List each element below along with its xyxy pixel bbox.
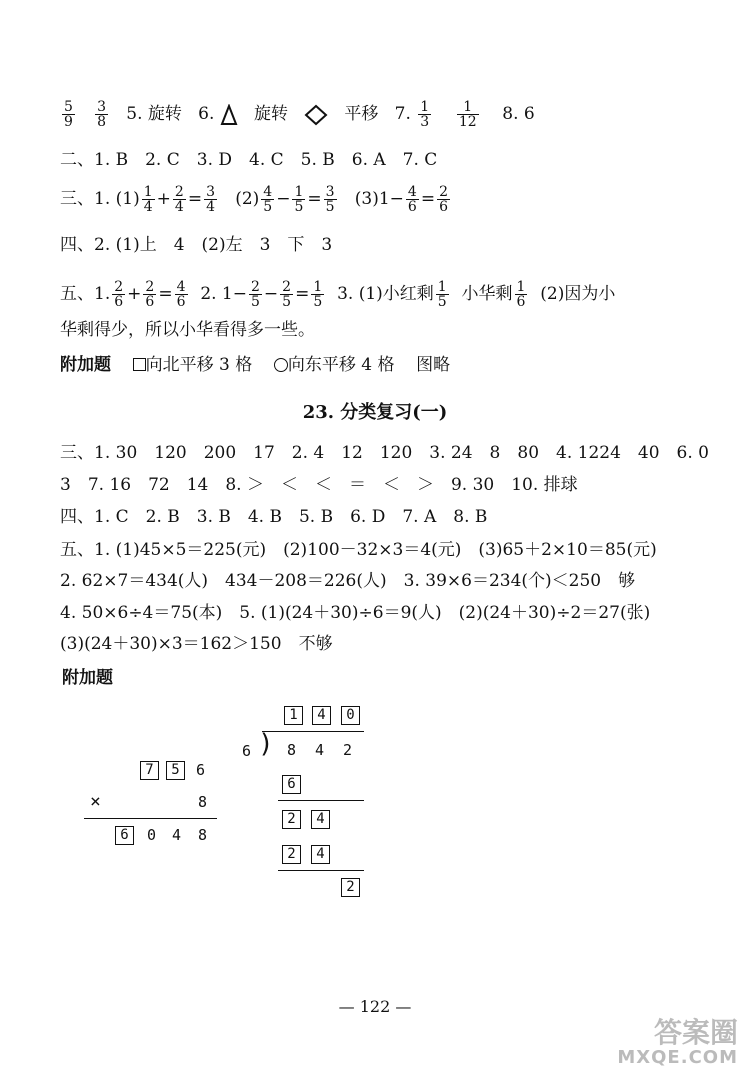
answer-line-s2-4: 五、1. (1)45×5＝225(元) (2)100－32×3＝4(元) (3)65＋2×10＝85(元) <box>60 540 657 560</box>
answer-box: 6 <box>282 775 301 794</box>
fraction: $\frac{1}{3}$ <box>420 99 430 130</box>
fraction: $\frac{1}{4}$ <box>143 184 153 215</box>
fraction: $\frac{3}{4}$ <box>206 184 215 215</box>
answer-box: 1 <box>284 706 303 725</box>
answer-box: 4 <box>312 706 331 725</box>
fraction: $\frac{4}{6}$ <box>176 279 186 310</box>
fraction: $\frac{2}{5}$ <box>251 279 260 310</box>
fraction: $\frac{2}{5}$ <box>282 279 292 310</box>
triangle-icon <box>220 104 238 126</box>
answer-box: 2 <box>282 810 301 829</box>
answer-line-s2-6: 4. 50×6÷4＝75(本) 5. (1)(24＋30)÷6＝9(人) (2)(24＋30)÷2＝27(张) <box>60 603 651 623</box>
answer-line-4: 四、2. (1)上 4 (2)左 3 下 3 <box>60 235 333 255</box>
fraction: $\frac{1}{5}$ <box>313 279 323 310</box>
fraction: $\frac{5}{9}$ <box>64 99 73 130</box>
answer-line-s2-1: 三、1. 30 120 200 17 2. 4 12 120 3. 24 8 80 4. 1224 40 6. 0 <box>60 443 709 463</box>
fraction: $\frac{1}{5}$ <box>294 184 304 215</box>
fraction: $\frac{1}{12}$ <box>458 99 477 130</box>
fraction: $\frac{2}{6}$ <box>145 279 155 310</box>
fraction: $\frac{3}{5}$ <box>325 184 335 215</box>
diamond-icon <box>304 104 328 126</box>
fraction: $\frac{2}{6}$ <box>114 279 124 310</box>
answer-line-2: 二、1. B 2. C 3. D 4. C 5. B 6. A 7. C <box>60 150 438 170</box>
rule-line <box>278 870 364 871</box>
answer-box: 7 <box>140 761 159 780</box>
fraction: $\frac{3}{8}$ <box>97 99 107 130</box>
answer-line-3: 三、1. (1) $\frac{1}{4}$ + $\frac{2}{4}$ = $\frac{3}{4}$ (2) $\frac{4}{5}$ − $\frac{1}{5}$ = $\frac{3}{5}$ (3)1− $\frac{4}{6}$ = $\frac{2}{6}$ <box>60 184 449 215</box>
square-icon <box>133 358 146 371</box>
answer-line-1: $\frac{5}{9}$ $\frac{3}{8}$ 5. 旋转 6. 旋转 平移 7. $\frac{1}{3}$ $\frac{1}{12}$ 8. 6 <box>64 99 535 130</box>
fraction: $\frac{2}{4}$ <box>174 184 184 215</box>
fraction: $\frac{1}{5}$ <box>437 279 447 310</box>
answer-box: 5 <box>166 761 185 780</box>
rule-line <box>278 800 364 801</box>
answer-line-s2-3: 四、1. C 2. B 3. B 4. B 5. B 6. D 7. A 8. B <box>60 507 488 527</box>
extra-label: 附加题 <box>62 668 113 688</box>
section-title: 23. 分类复习(一) <box>302 402 448 423</box>
answer-line-7: 附加题 向北平移 3 格 向东平移 4 格 图略 <box>60 355 451 375</box>
answer-box: 4 <box>311 810 330 829</box>
page-number: — 122 — <box>338 997 412 1016</box>
answer-line-s2-7: (3)(24＋30)×3＝162＞150 不够 <box>60 634 333 654</box>
fraction: $\frac{2}{6}$ <box>439 184 449 215</box>
answer-line-s2-5: 2. 62×7＝434(人) 434－208＝226(人) 3. 39×6＝234(个)＜250 够 <box>60 571 636 591</box>
fraction: $\frac{4}{5}$ <box>263 184 273 215</box>
answer-box: 0 <box>341 706 360 725</box>
answer-box: 4 <box>311 845 330 864</box>
extra-label: 附加题 <box>60 355 111 375</box>
circle-icon <box>274 358 288 372</box>
rule-line <box>84 818 217 819</box>
answer-line-s2-2: 3 7. 16 72 14 8. ＞ ＜ ＜ ＝ ＜ ＞ 9. 30 10. 排球 <box>60 475 578 495</box>
answer-box: 2 <box>282 845 301 864</box>
answer-box: 6 <box>115 826 134 845</box>
division-bar <box>262 731 364 732</box>
answer-line-5: 五、1. $\frac{2}{6}$ + $\frac{2}{6}$ = $\frac{4}{6}$ 2. 1− $\frac{2}{5}$ − $\frac{2}{5}$ = $\frac{1}{5}$ 3. (1)小红剩 $\frac{1}{5}$ 小华剩 $\frac{1}{6}$ (2)因为小 <box>60 279 616 310</box>
answer-box: 2 <box>341 878 360 897</box>
fraction: $\frac{1}{6}$ <box>516 279 526 310</box>
fraction: $\frac{4}{6}$ <box>407 184 417 215</box>
watermark-logo: 答案圈 MXQE.COM <box>617 1016 738 1068</box>
answer-line-6: 华剩得少，所以小华看得多一些。 <box>60 320 315 340</box>
